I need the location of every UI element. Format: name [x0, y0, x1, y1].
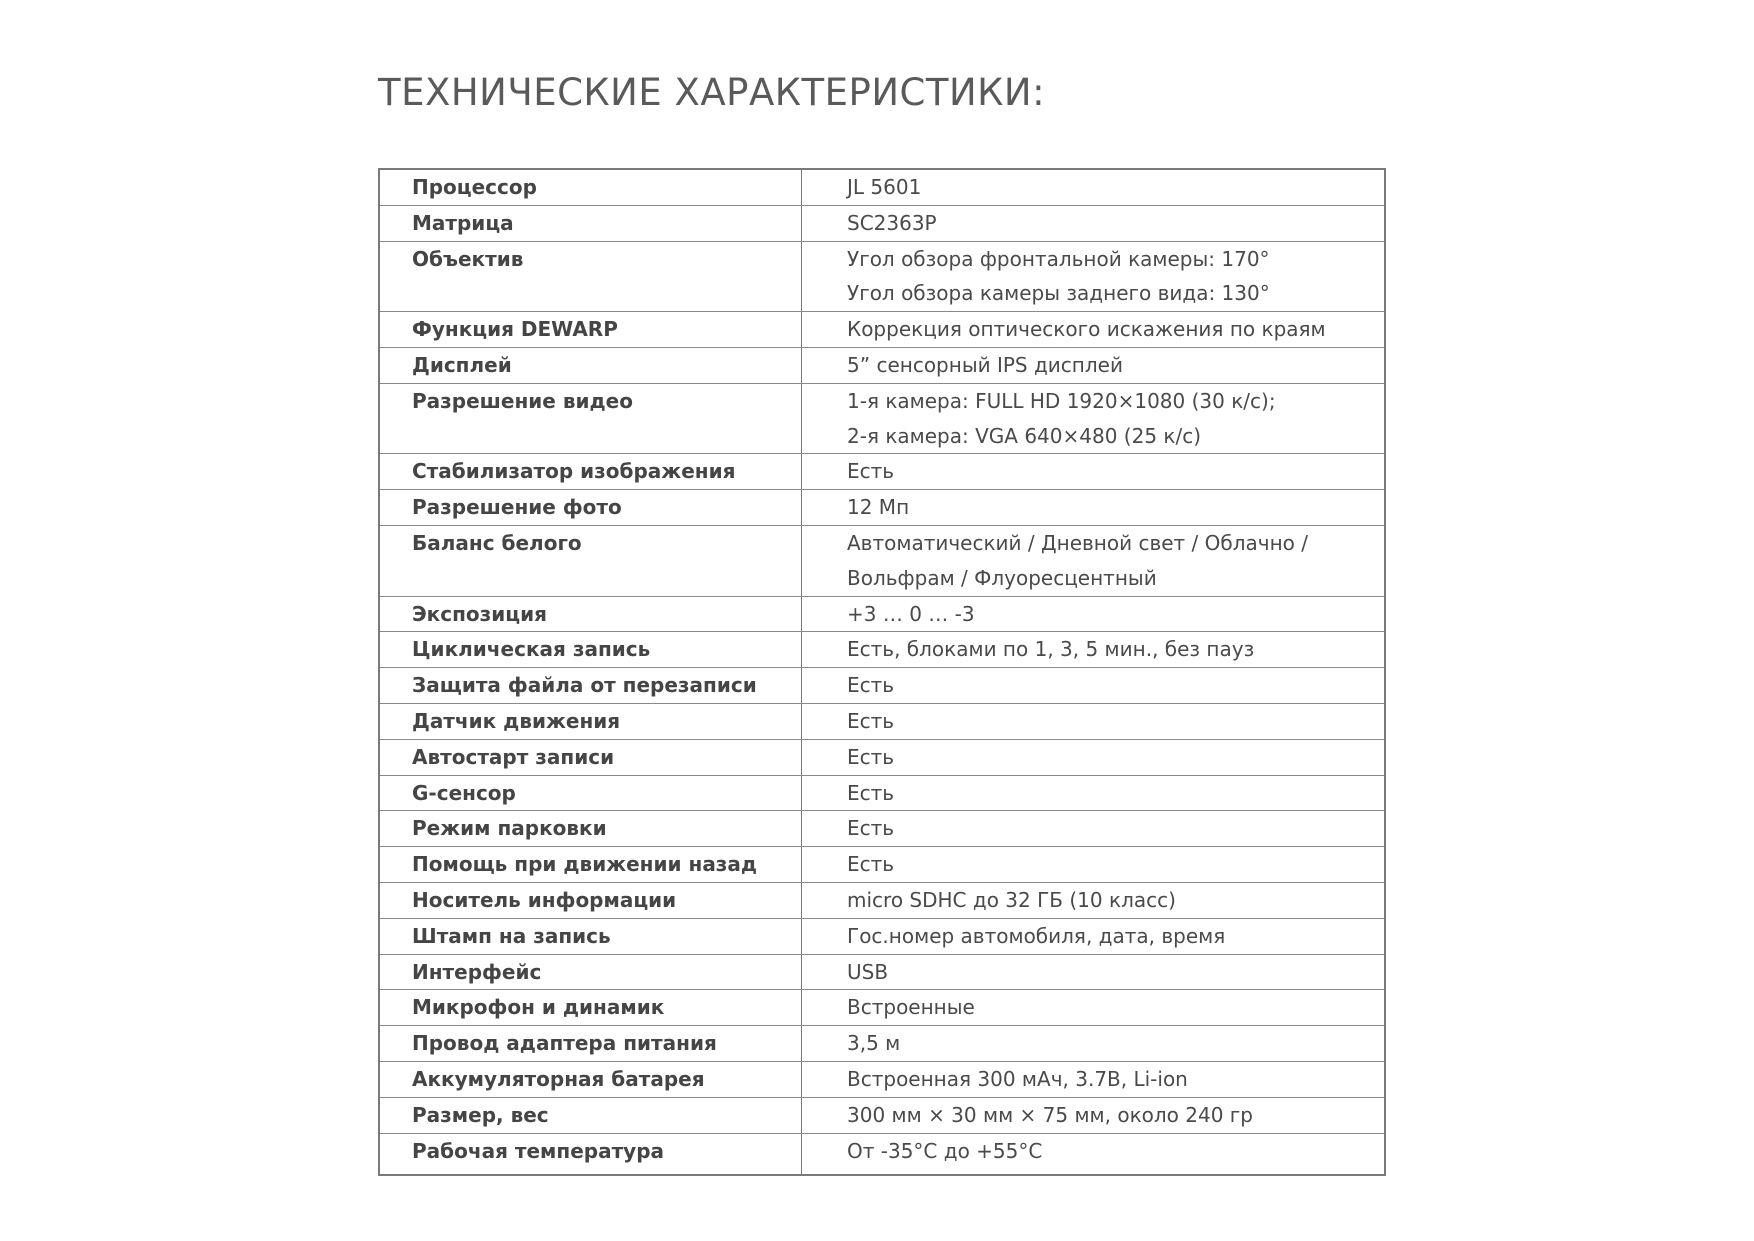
- spec-value-line: USB: [847, 959, 889, 984]
- spec-value: [802, 1133, 1386, 1175]
- spec-value-line: JL 5601: [847, 175, 922, 199]
- spec-label: Рабочая температура: [379, 1133, 802, 1175]
- spec-label: Интерфейс: [379, 954, 802, 990]
- spec-value: [802, 954, 1386, 990]
- spec-value-line: Есть: [847, 852, 895, 877]
- spec-value: [802, 312, 1386, 348]
- spec-label: Провод адаптера питания: [379, 1026, 802, 1062]
- spec-value: [802, 990, 1386, 1026]
- spec-row: [379, 632, 1385, 668]
- spec-value-line: Есть: [847, 816, 895, 841]
- spec-value: [802, 525, 1386, 596]
- spec-value-line: 1-я камера: FULL HD 1920×1080 (30 к/с);: [847, 388, 1276, 413]
- spec-value-line: Встроенная 300 мАч, 3.7В, Li-ion: [847, 1066, 1188, 1091]
- spec-value-line: Встроенные: [847, 995, 975, 1020]
- spec-row: [379, 954, 1385, 990]
- spec-value-line: От -35°С до +55°С: [847, 1138, 1043, 1163]
- spec-value-line: Автоматический / Дневной свет / Облачно /: [847, 530, 1308, 555]
- spec-value: [802, 739, 1386, 775]
- spec-value: [802, 205, 1386, 241]
- spec-value: [802, 383, 1386, 454]
- page-title: ТЕХНИЧЕСКИЕ ХАРАКТЕРИСТИКИ:: [378, 71, 1046, 114]
- spec-label: Штамп на запись: [379, 918, 802, 954]
- spec-row: [379, 918, 1385, 954]
- spec-value-line: Гос.номер автомобиля, дата, время: [847, 923, 1226, 948]
- spec-row: [379, 1133, 1385, 1175]
- spec-row: [379, 1061, 1385, 1097]
- spec-value: [802, 1097, 1386, 1133]
- spec-label: Помощь при движении назад: [379, 847, 802, 883]
- spec-label: Экспозиция: [379, 596, 802, 632]
- spec-value: [802, 811, 1386, 847]
- spec-row: [379, 990, 1385, 1026]
- spec-row: [379, 347, 1385, 383]
- spec-value: [802, 241, 1386, 312]
- spec-label: Аккумуляторная батарея: [379, 1061, 802, 1097]
- spec-value: [802, 668, 1386, 704]
- spec-row: [379, 847, 1385, 883]
- spec-value: [802, 775, 1386, 811]
- specs-table-body: [379, 169, 1385, 1175]
- spec-row: [379, 703, 1385, 739]
- spec-value-line: Коррекция оптического искажения по краям: [847, 317, 1326, 342]
- spec-value: [802, 490, 1386, 526]
- spec-value-line: Вольфрам / Флуоресцентный: [847, 565, 1157, 590]
- spec-label: Объектив: [379, 241, 802, 312]
- spec-row: [379, 383, 1385, 454]
- spec-value-line: 5” сенсорный IPS дисплей: [847, 352, 1123, 377]
- spec-value: [802, 347, 1386, 383]
- specs-table: [378, 168, 1386, 1176]
- spec-value-line: SC2363P: [847, 210, 937, 235]
- spec-value: [802, 918, 1386, 954]
- spec-value-line: 2-я камера: VGA 640×480 (25 к/с): [847, 423, 1202, 448]
- spec-row: [379, 739, 1385, 775]
- spec-row: [379, 169, 1385, 205]
- spec-row: [379, 241, 1385, 312]
- spec-label: Микрофон и динамик: [379, 990, 802, 1026]
- spec-label: Дисплей: [379, 347, 802, 383]
- spec-row: [379, 525, 1385, 596]
- spec-row: [379, 205, 1385, 241]
- spec-row: [379, 1026, 1385, 1062]
- spec-row: [379, 490, 1385, 526]
- spec-value-line: +3 … 0 … -3: [847, 601, 975, 626]
- spec-label: Матрица: [379, 205, 802, 241]
- spec-label: Функция DEWARP: [379, 312, 802, 348]
- spec-row: [379, 882, 1385, 918]
- spec-label: Разрешение фото: [379, 490, 802, 526]
- spec-label: Баланс белого: [379, 525, 802, 596]
- spec-label: Носитель информации: [379, 882, 802, 918]
- spec-label: Разрешение видео: [379, 383, 802, 454]
- spec-value: [802, 632, 1386, 668]
- spec-row: [379, 454, 1385, 490]
- spec-value-line: Есть: [847, 673, 895, 698]
- spec-row: [379, 1097, 1385, 1133]
- spec-label: Режим парковки: [379, 811, 802, 847]
- spec-row: [379, 596, 1385, 632]
- spec-value-line: Есть: [847, 780, 895, 805]
- spec-value-line: 300 мм × 30 мм × 75 мм, около 240 гр: [847, 1102, 1253, 1127]
- spec-row: [379, 312, 1385, 348]
- spec-value-line: Угол обзора фронтальной камеры: 170°: [847, 246, 1270, 271]
- spec-label: Стабилизатор изображения: [379, 454, 802, 490]
- spec-value-line: Есть: [847, 459, 895, 484]
- spec-value: [802, 454, 1386, 490]
- spec-label: Защита файла от перезаписи: [379, 668, 802, 704]
- spec-row: [379, 668, 1385, 704]
- spec-value-line: Есть, блоками по 1, 3, 5 мин., без пауз: [847, 637, 1255, 662]
- spec-label: Датчик движения: [379, 703, 802, 739]
- spec-value: [802, 703, 1386, 739]
- spec-value-line: 12 Мп: [847, 495, 910, 520]
- spec-row: [379, 775, 1385, 811]
- spec-value: [802, 1061, 1386, 1097]
- spec-label: Размер, вес: [379, 1097, 802, 1133]
- spec-value-line: 3,5 м: [847, 1031, 901, 1056]
- spec-label: Автостарт записи: [379, 739, 802, 775]
- spec-label: Циклическая запись: [379, 632, 802, 668]
- spec-value: [802, 882, 1386, 918]
- spec-value: [802, 596, 1386, 632]
- spec-row: [379, 811, 1385, 847]
- spec-value-line: Угол обзора камеры заднего вида: 130°: [847, 281, 1270, 306]
- spec-value-line: Есть: [847, 708, 895, 733]
- spec-value: [802, 169, 1386, 205]
- spec-label: Процессор: [379, 169, 802, 205]
- spec-value-line: micro SDHC до 32 ГБ (10 класс): [847, 887, 1176, 912]
- spec-value: [802, 1026, 1386, 1062]
- spec-label: G-сенсор: [379, 775, 802, 811]
- spec-value-line: Есть: [847, 744, 895, 769]
- spec-value: [802, 847, 1386, 883]
